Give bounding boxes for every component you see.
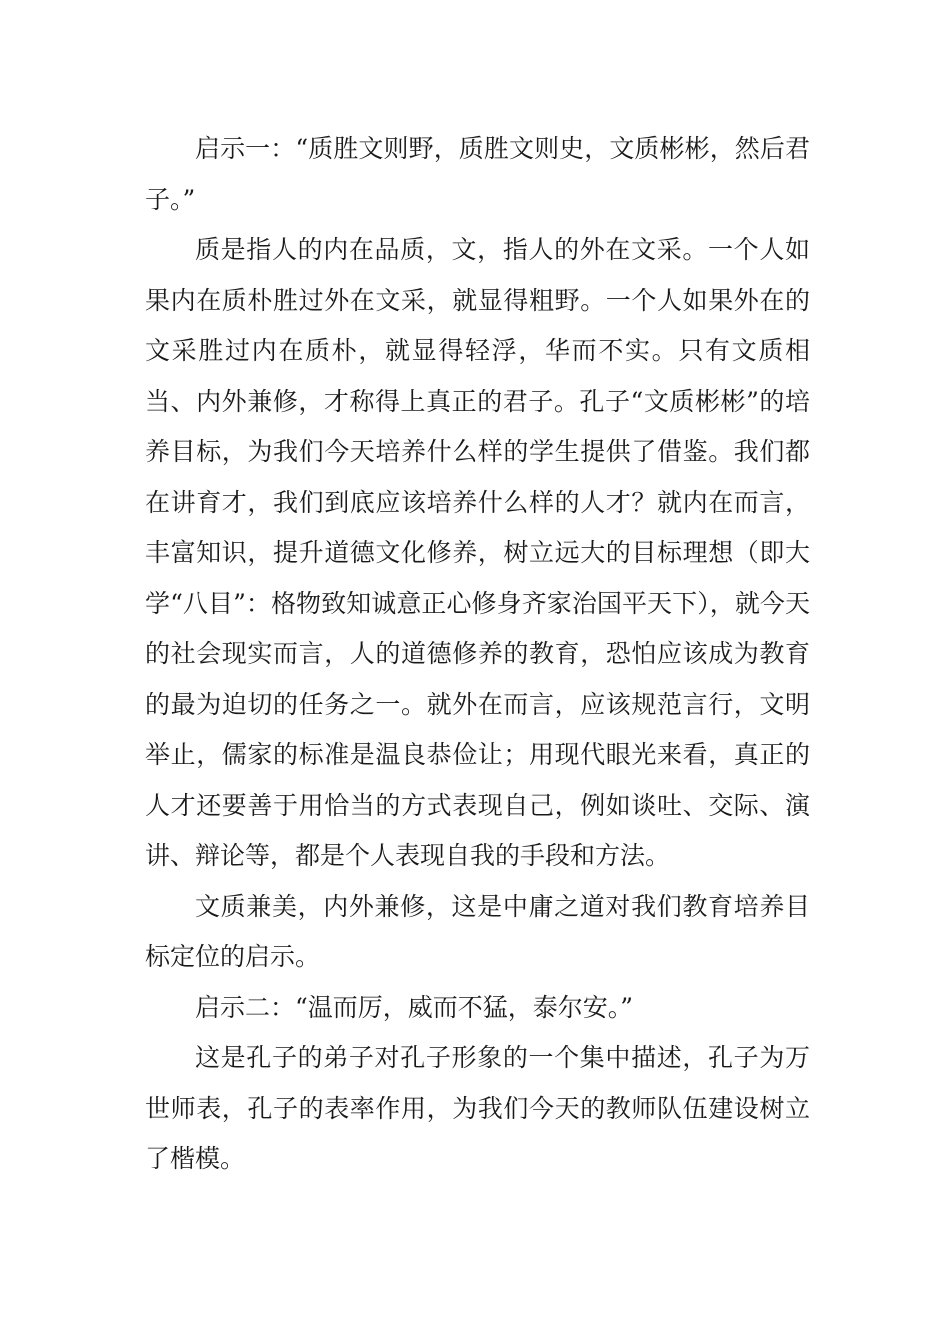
paragraph-quality-explanation: 质是指人的内在品质，文，指人的外在文采。一个人如果内在质朴胜过外在文采，就显得粗野。一个人如果外在的文采胜过内在质朴，就显得轻浮，华而不实。只有文质相当、内外兼修，才称得上真正的君子。孔子“文质彬彬”的培养目标，为我们今天培养什么样的学生提供了借鉴。我们都在讲育才，我们到底应该培养什么样的人才？就内在而言，丰富知识，提升道德文化修养，树立远大的目标理想（即大学“八目”：格物致知诚意正心修身齐家治国平天下），就今天的社会现实而言，人的道德修养的教育，恐怕应该成为教育的最为迫切的任务之一。就外在而言，应该规范言行，文明举止，儒家的标准是温良恭俭让；用现代眼光来看，真正的人才还要善于用恰当的方式表现自己，例如谈吐、交际、演讲、辩论等，都是个人表现自我的手段和方法。 (145, 235, 810, 870)
paragraph-confucius-model: 这是孔子的弟子对孔子形象的一个集中描述，孔子为万世师表，孔子的表率作用，为我们今天的教师队伍建设树立了楷模。 (145, 1043, 810, 1173)
paragraph-summary: 文质兼美，内外兼修，这是中庸之道对我们教育培养目标定位的启示。 (145, 891, 810, 971)
document-page (145, 124, 810, 1185)
paragraph-revelation-one: 启示一：“质胜文则野，质胜文则史，文质彬彬，然后君子。” (145, 134, 810, 214)
paragraph-revelation-two: 启示二：“温而厉，威而不猛，泰尔安。” (195, 992, 634, 1022)
